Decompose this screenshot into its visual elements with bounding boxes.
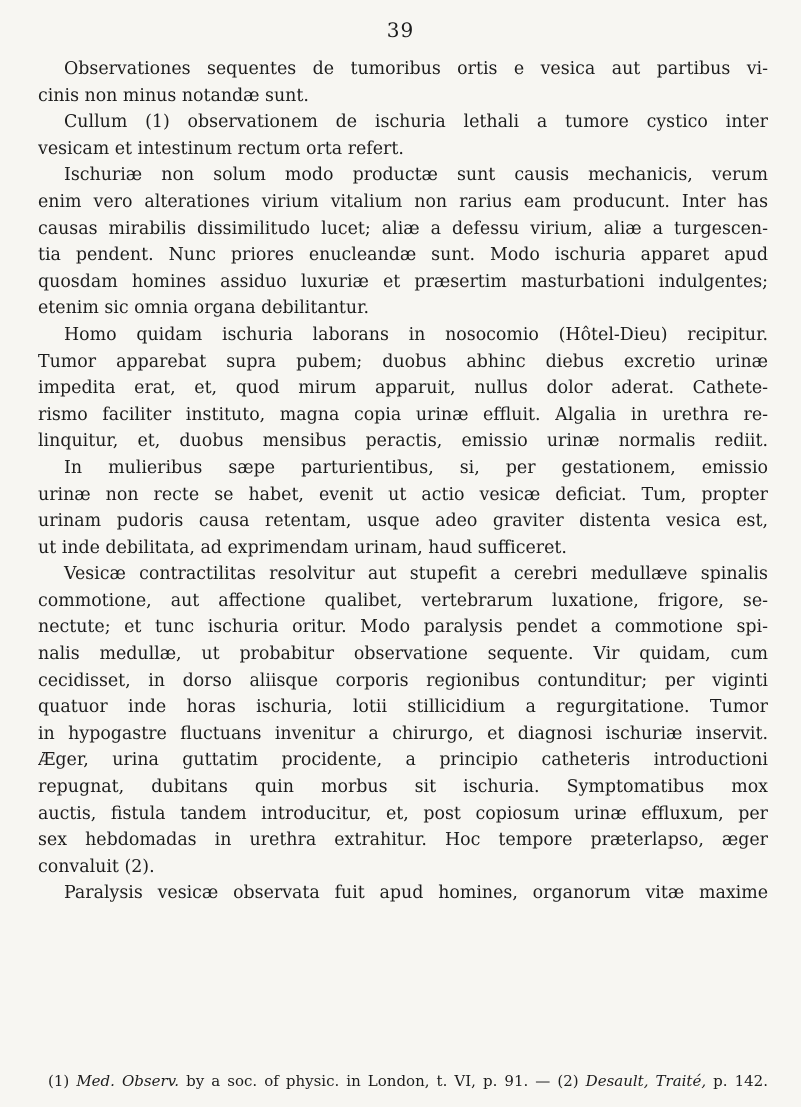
paragraph [38,561,768,880]
text-line: convaluit (2). [38,856,155,877]
text-line: nectute; et tunc ischuria oritur. Modo paralysis pendet a commotione spi- [38,617,768,638]
text-line: Homo quidam ischuria laborans in nosocomio (Hôtel-Dieu) recipitur. [64,324,768,345]
text-line: sex hebdomadas in urethra extrahitur. Hoc tempore præterlapso, æger [38,830,768,851]
text-line: etenim sic omnia organa debilitantur. [38,298,370,319]
text-line: ut inde debilitata, ad exprimendam urinam, haud sufficeret. [38,537,567,558]
text-line: cecidisset, in dorso aliisque corporis regionibus contunditur; per viginti [38,670,768,691]
text-line: quosdam homines assiduo luxuriæ et præsertim masturbationi indulgentes; [38,271,768,292]
text-line: Observationes sequentes de tumoribus ortis e vesica aut partibus vi- [64,59,768,79]
text-line: urinæ non recte se habet, evenit ut actio vesicæ deficiat. Tum, propter [38,484,768,505]
text-line: Vesicæ contractilitas resolvitur aut stupefit a cerebri medullæve spinalis [64,564,768,585]
text-line: commotione, aut affectione qualibet, vertebrarum luxatione, frigore, se- [38,590,768,611]
text-line: Cullum (1) observationem de ischuria lethali a tumore cystico inter [64,112,768,133]
paragraph [38,322,768,561]
text-line: auctis, fistula tandem introducitur, et, post copiosum urinæ effluxum, per [38,803,768,824]
page-number: 39 [386,18,415,42]
footnote-1-title: Med. Observ. [76,1072,180,1090]
footnotes [48,1072,768,1090]
text-line: causas mirabilis dissimilitudo lucet; aliæ a defessu virium, aliæ a turgescen- [38,218,768,239]
text-line: linquitur, et, duobus mensibus peractis, emissio urinæ normalis rediit. [38,431,768,452]
footnote-1-text: by a soc. of physic. in London, t. VI, p. 91. — (2) [186,1072,579,1090]
text-line: Æger, urina guttatim procidente, a principio catheteris introductioni [38,750,768,771]
body-text [38,56,768,907]
text-line: cinis non minus notandæ sunt. [38,85,309,106]
text-line: vesicam et intestinum rectum orta refert. [38,138,404,159]
text-line: enim vero alterationes virium vitalium non rarius eam producunt. Inter has [38,191,768,212]
text-line: tia pendent. Nunc priores enucleandæ sunt. Modo ischuria apparet apud [38,245,768,266]
footnote-1-number: (1) [48,1072,70,1090]
text-line: In mulieribus sæpe parturientibus, si, per gestationem, emissio [64,457,768,478]
paragraph [38,109,768,162]
paragraph [38,880,768,907]
text-line: Ischuriæ non solum modo productæ sunt causis mechanicis, verum [64,165,768,186]
text-line: quatuor inde horas ischuria, lotii stillicidium a regurgitatione. Tumor [38,697,768,718]
text-line: impedita erat, et, quod mirum apparuit, nullus dolor aderat. Cathete- [38,378,768,399]
text-line: Tumor apparebat supra pubem; duobus abhinc diebus excretio urinæ [38,351,768,372]
paragraph [38,162,768,322]
text-line: nalis medullæ, ut probabitur observatione sequente. Vir quidam, cum [38,644,768,665]
paragraph [38,56,768,109]
text-line: urinam pudoris causa retentam, usque adeo graviter distenta vesica est, [38,511,768,532]
text-line: in hypogastre fluctuans invenitur a chirurgo, et diagnosi ischuriæ inservit. [38,723,768,744]
footnote-2-text: p. 142. [713,1072,768,1090]
text-line: Paralysis vesicæ observata fuit apud homines, organorum vitæ maxime [64,883,768,904]
footnote-2-title: Desault, Traité, [585,1072,707,1090]
text-line: rismo faciliter instituto, magna copia urinæ effluit. Algalia in urethra re- [38,404,768,425]
text-line: repugnat, dubitans quin morbus sit ischuria. Symptomatibus mox [38,777,768,798]
